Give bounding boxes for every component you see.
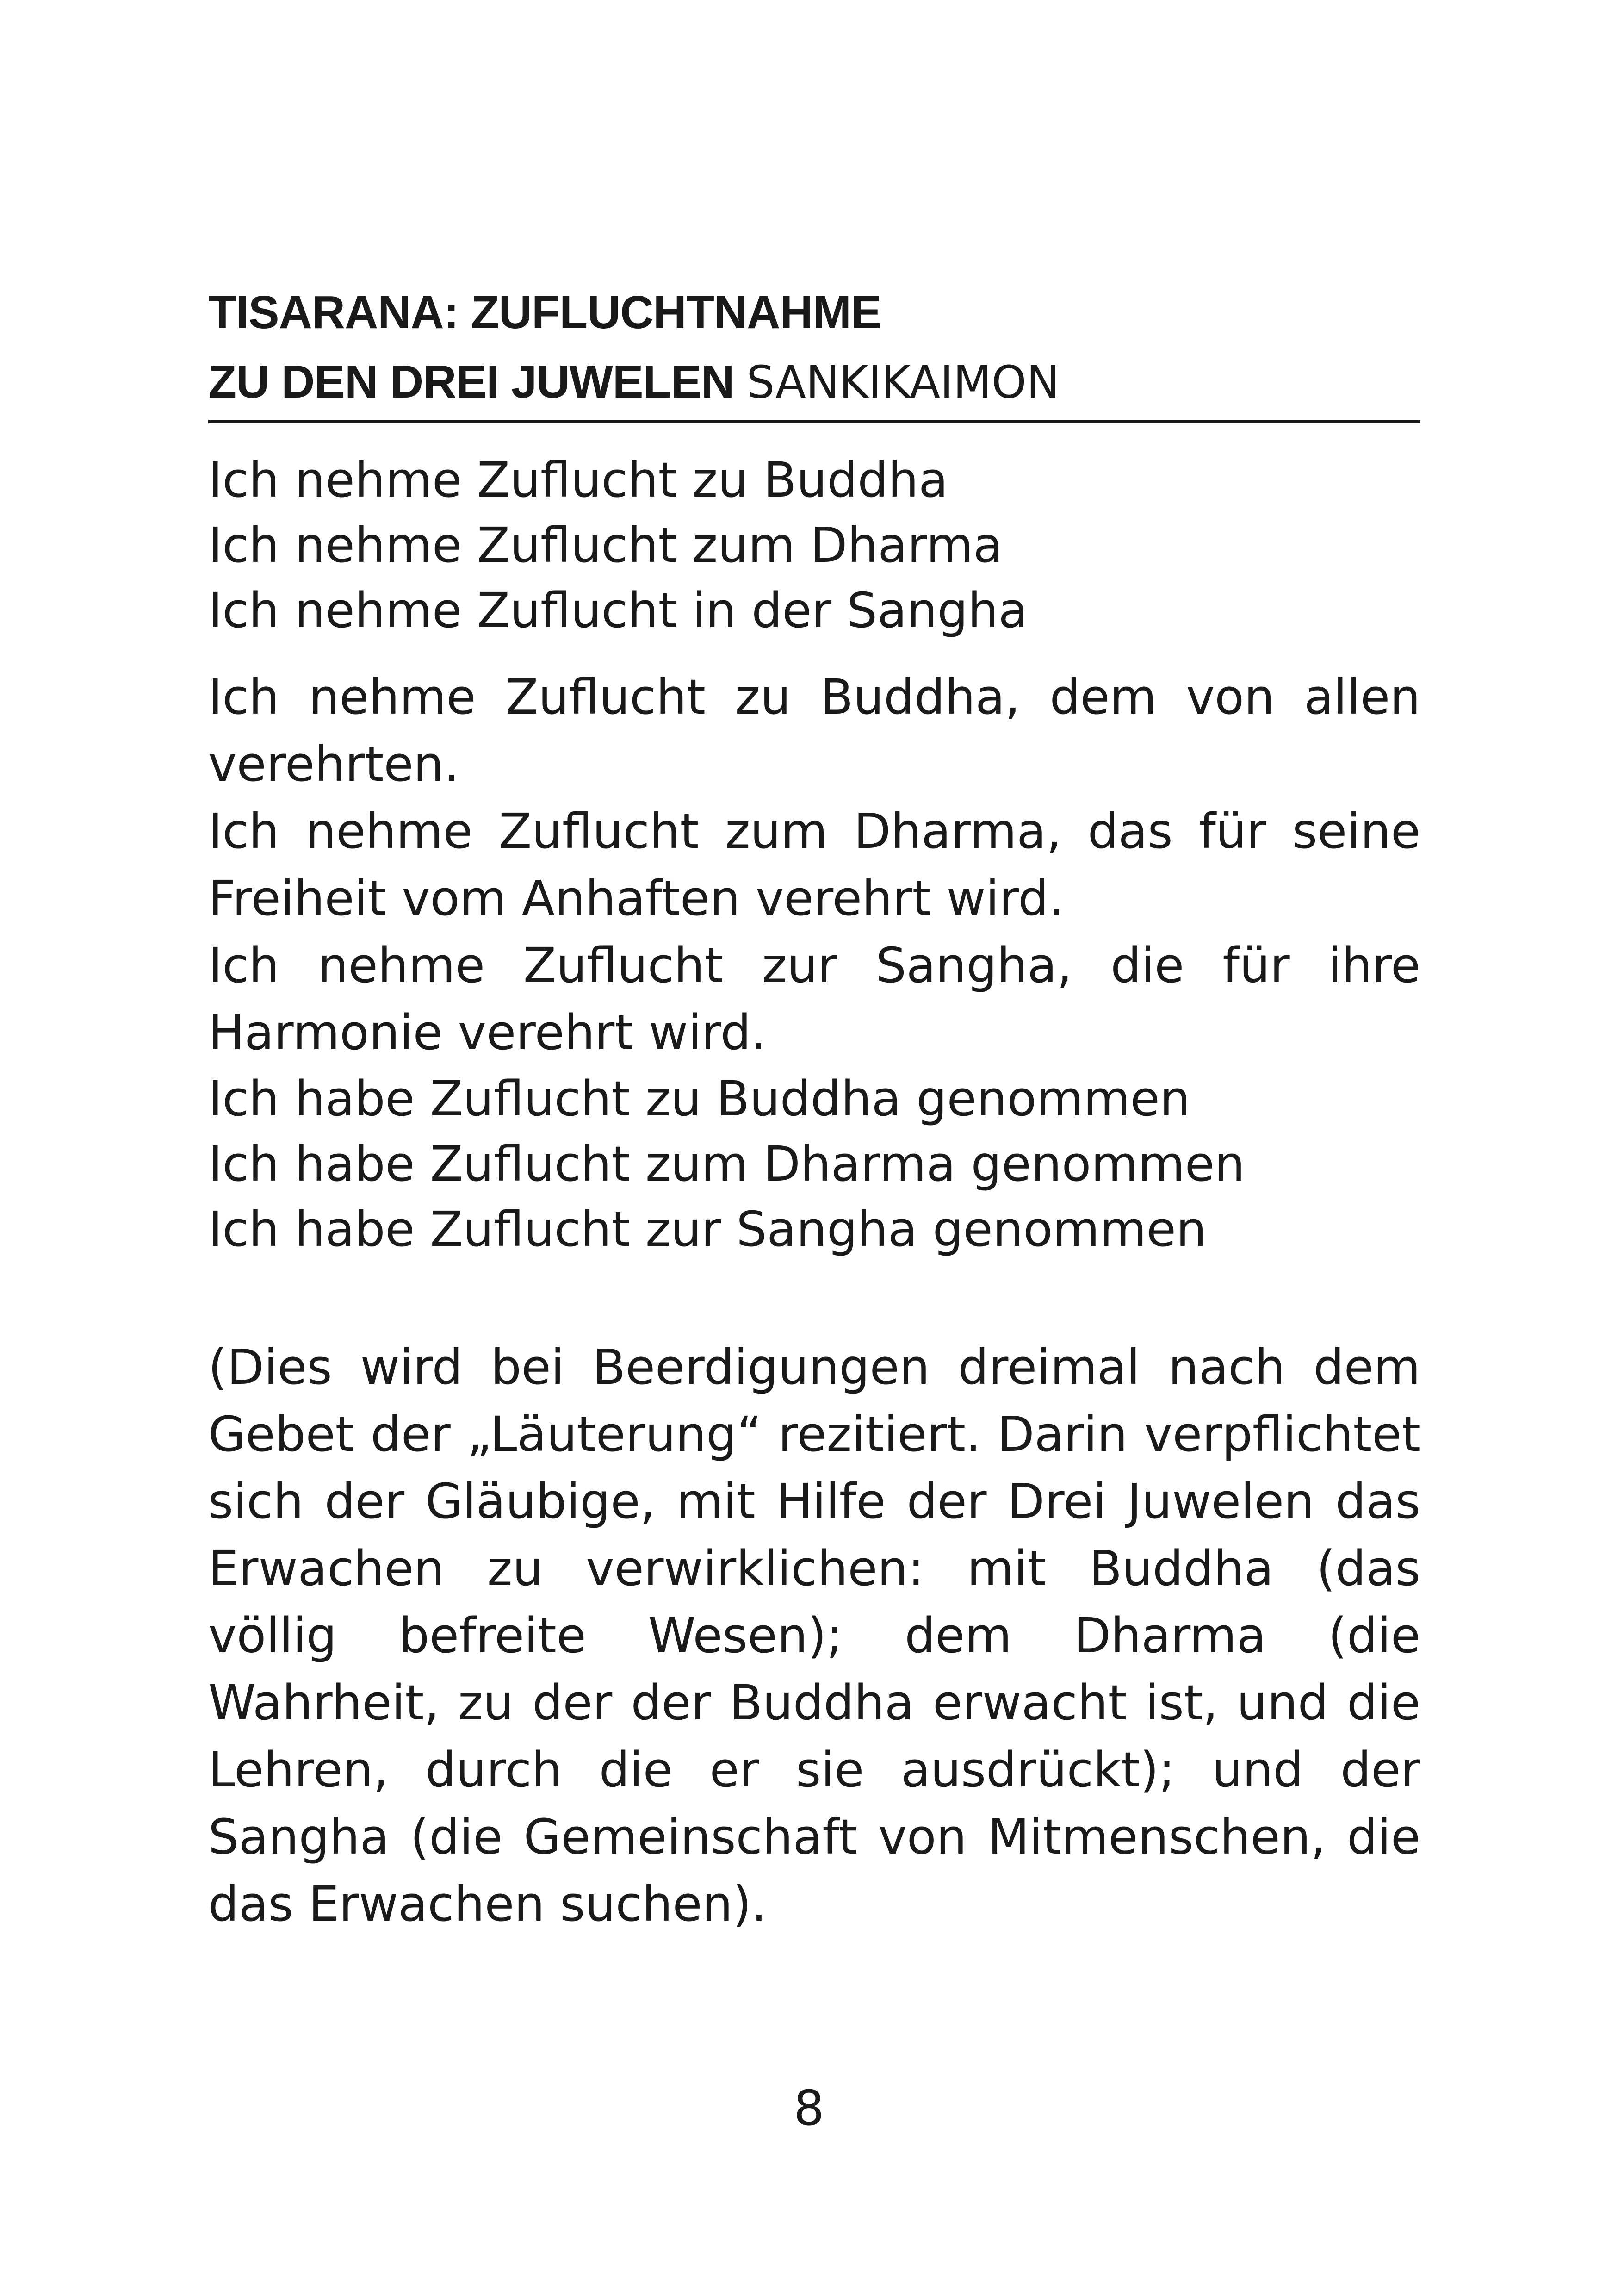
stanza-line: Ich habe Zuflucht zu Buddha genommen bbox=[208, 1070, 1190, 1127]
stanza-line: Ich nehme Zuflucht zu Buddha bbox=[208, 452, 948, 508]
title-line-2: ZU DEN DREI JUWELEN bbox=[208, 356, 734, 408]
stanza-line: Ich nehme Zuflucht zum Dharma bbox=[208, 517, 1003, 573]
stanza-line: Ich habe Zuflucht zum Dharma genommen bbox=[208, 1136, 1245, 1192]
stanza-refuge bbox=[208, 448, 1420, 643]
stanza-paragraph: Ich nehme Zuflucht zur Sangha, die für ihre Harmonie verehrt wird. bbox=[208, 937, 1420, 1061]
page-content bbox=[208, 278, 1420, 1986]
explanatory-note: (Dies wird bei Beerdigungen dreimal nach dem Gebet der „Läuterung“ rezitiert. Darin verpflichtet sich der Gläubige, mit Hilfe der Drei Juwelen das Erwachen zu verwirklichen: mit Buddha (das völlig befreite Wesen); dem Dharma (die Wahrheit, zu der der Buddha erwacht ist, und die Lehren, durch die er sie ausdrückt); und der Sangha (die Gemeinschaft von Mitmenschen, die das Erwachen suchen). bbox=[208, 1339, 1420, 1932]
stanza-taken-refuge bbox=[208, 1066, 1420, 1262]
stanza-paragraph: Ich nehme Zuflucht zu Buddha, dem von allen verehrten. bbox=[208, 669, 1420, 792]
title-line-1: TISARANA: ZUFLUCHTNAHME bbox=[208, 286, 881, 338]
stanza-line: Ich habe Zuflucht zur Sangha genommen bbox=[208, 1201, 1207, 1257]
title-divider bbox=[208, 420, 1420, 423]
title-subtitle: SANKIKAIMON bbox=[746, 356, 1060, 408]
stanza-line: Ich nehme Zuflucht in der Sangha bbox=[208, 582, 1028, 639]
page-title bbox=[208, 278, 1420, 417]
stanza-paragraph: Ich nehme Zuflucht zum Dharma, das für seine Freiheit vom Anhaften verehrt wird. bbox=[208, 803, 1420, 927]
stanza-veneration bbox=[208, 664, 1420, 1066]
page-number: 8 bbox=[794, 2080, 824, 2136]
